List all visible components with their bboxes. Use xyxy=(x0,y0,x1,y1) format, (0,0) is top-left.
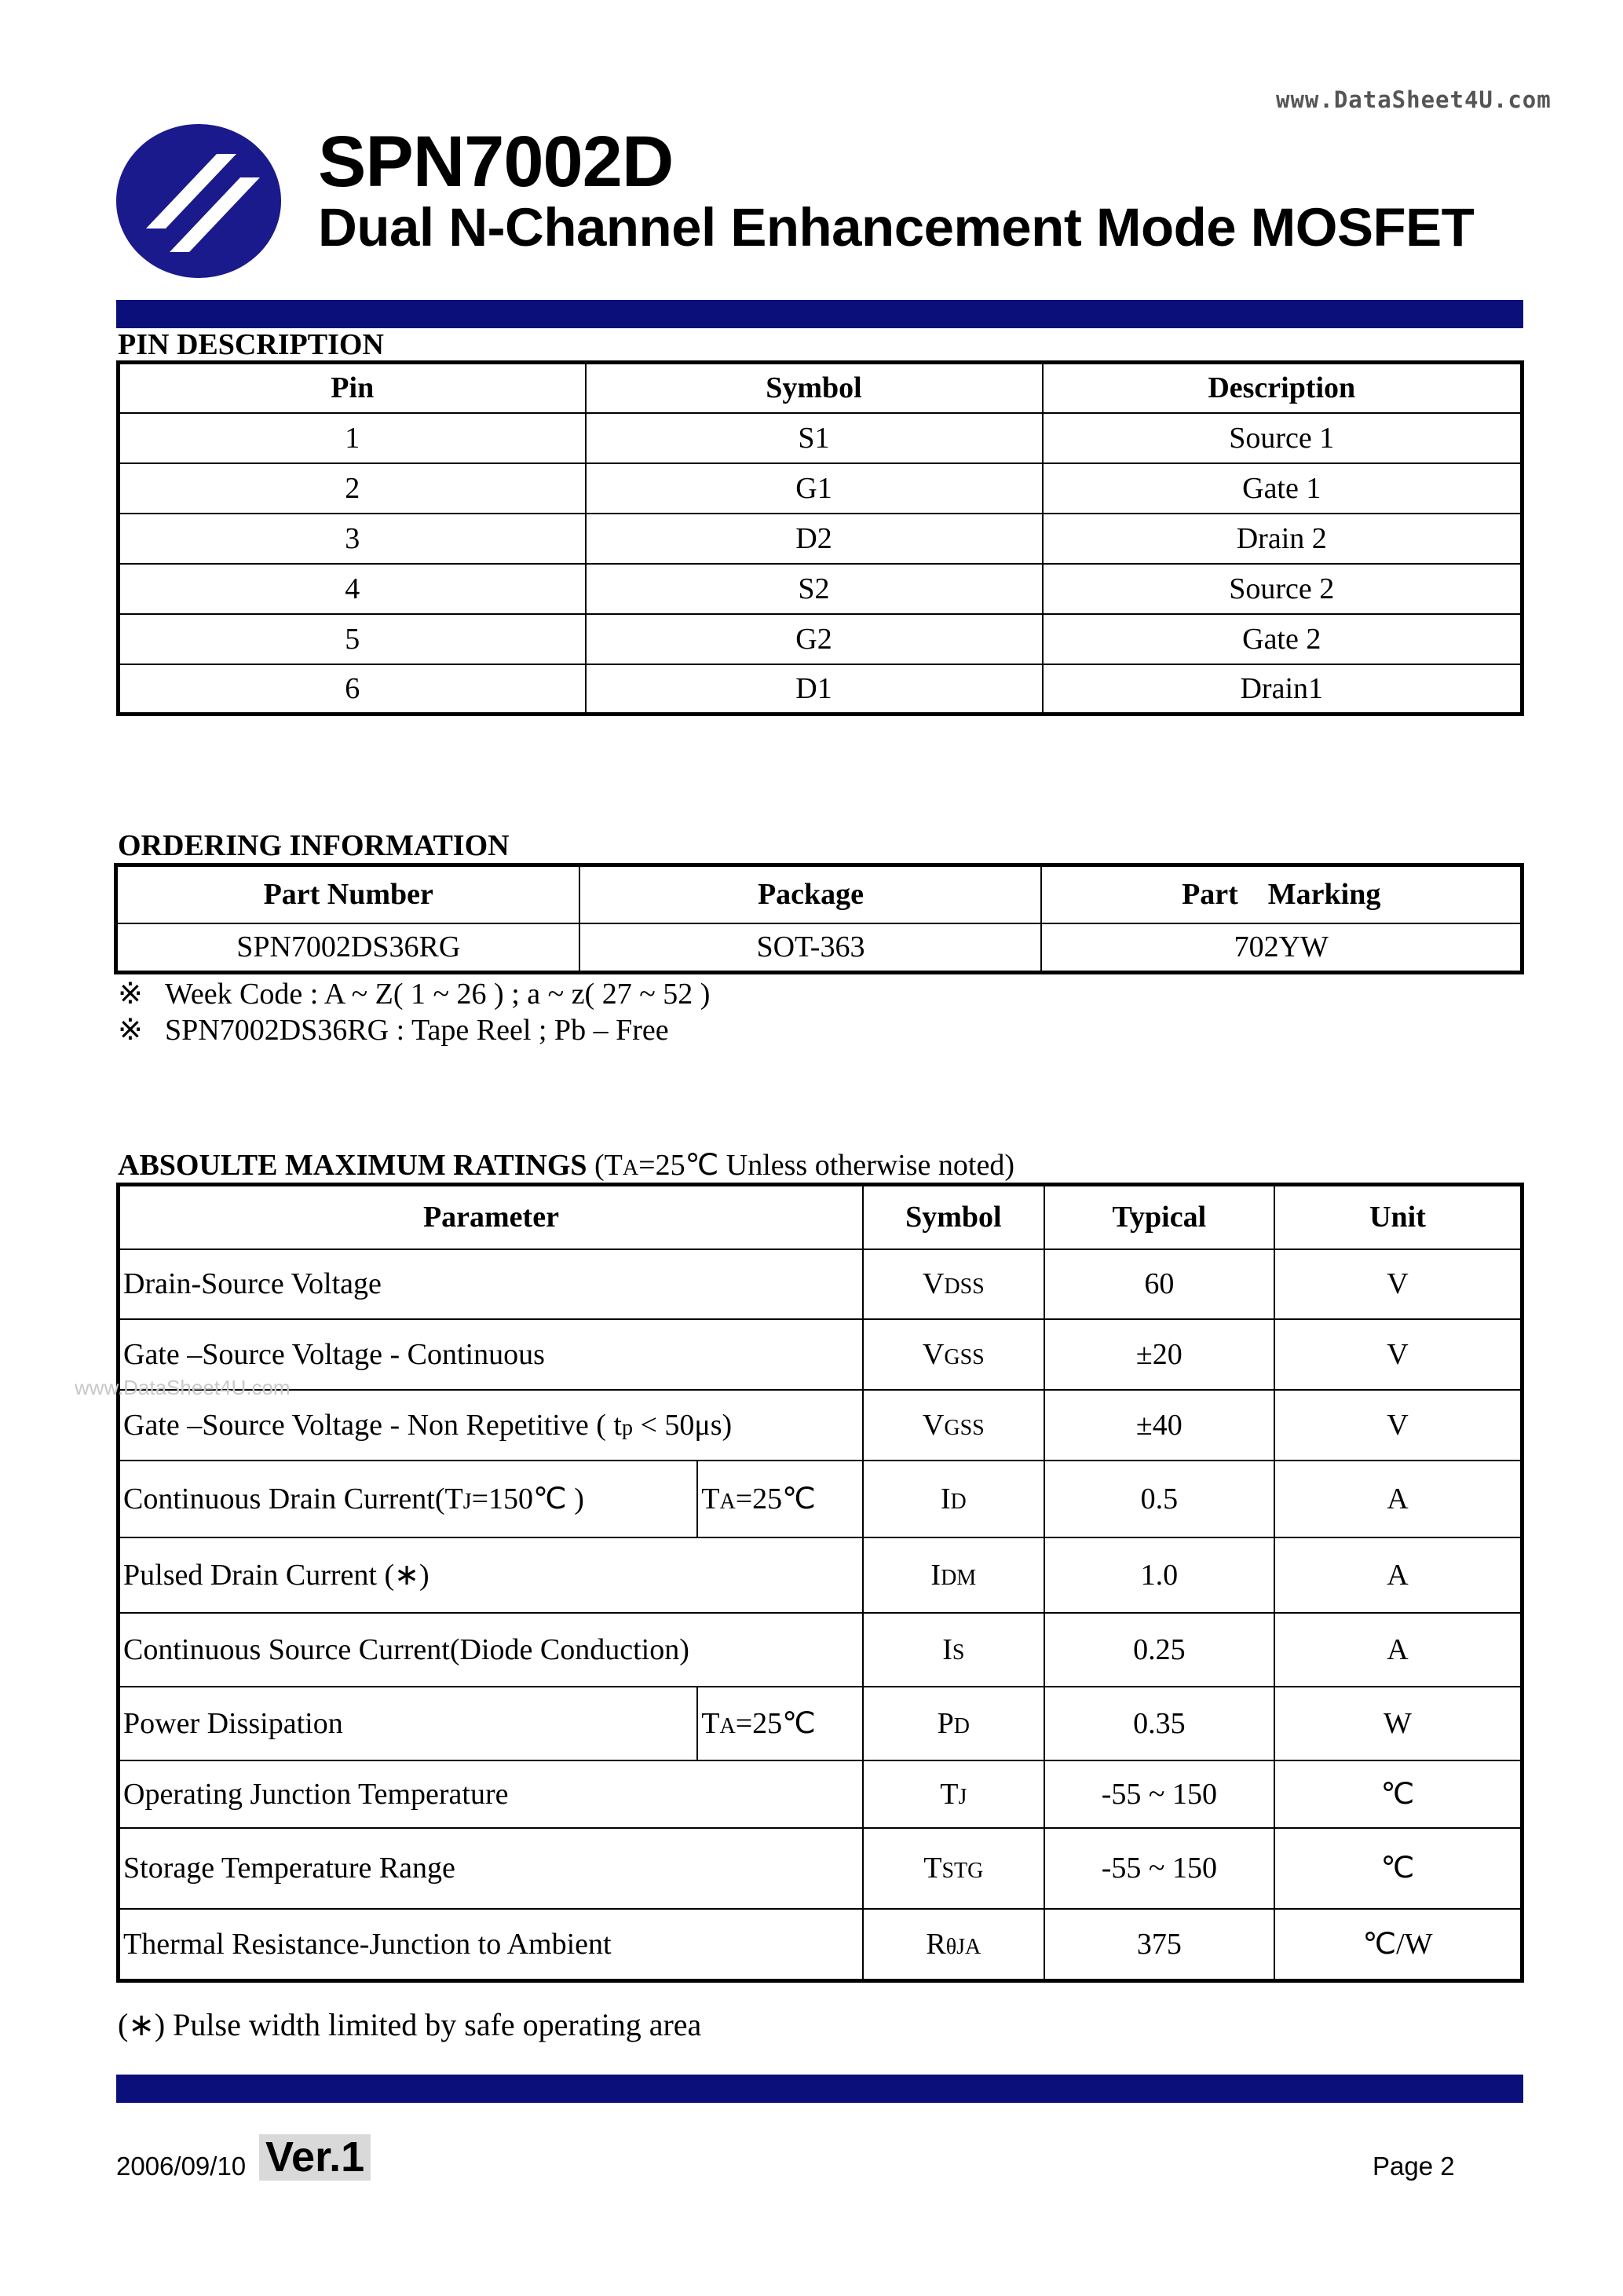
typical-cell: 0.5 xyxy=(1044,1461,1274,1537)
description-cell: Source 2 xyxy=(1043,564,1522,614)
parameter-cell: Drain-Source Voltage xyxy=(119,1249,863,1319)
unit-cell: ℃ xyxy=(1274,1760,1522,1828)
column-header-description: Description xyxy=(1043,363,1522,413)
part-marking-cell: 702YW xyxy=(1041,923,1522,973)
table-header-row xyxy=(119,1185,1522,1249)
table-row xyxy=(119,1687,1522,1760)
pulse-footnote: (∗) Pulse width limited by safe operating area xyxy=(118,2007,702,2042)
pin-cell: 6 xyxy=(119,664,586,715)
symbol-main: P xyxy=(937,1706,954,1740)
symbol-sub: S xyxy=(952,1640,965,1665)
parameter-cell: Power Dissipation xyxy=(119,1687,698,1760)
condition-cell xyxy=(697,1461,863,1537)
symbol-cell: D2 xyxy=(586,514,1043,564)
table-row xyxy=(119,1461,1522,1537)
symbol-cell xyxy=(863,1461,1044,1537)
pin-cell: 4 xyxy=(119,564,586,614)
unit-cell: A xyxy=(1274,1461,1522,1537)
table-header-row xyxy=(116,865,1522,923)
symbol-sub: θJA xyxy=(945,1934,981,1959)
footer-divider-bar xyxy=(116,2075,1523,2103)
typical-cell: 0.25 xyxy=(1044,1613,1274,1687)
note-mark-icon: ※ xyxy=(118,1014,143,1047)
table-row xyxy=(119,1249,1522,1319)
parameter-text: Continuous Drain Current(T xyxy=(123,1482,463,1515)
symbol-cell xyxy=(863,1537,1044,1613)
pin-cell: 3 xyxy=(119,514,586,564)
symbol-cell: G2 xyxy=(586,614,1043,664)
note-suffix: =25℃ Unless otherwise noted) xyxy=(638,1149,1014,1182)
parameter-cell xyxy=(119,1461,698,1537)
symbol-sub: D xyxy=(953,1713,970,1738)
symbol-main: V xyxy=(922,1408,945,1442)
unit-cell: V xyxy=(1274,1390,1522,1461)
unit-cell: V xyxy=(1274,1249,1522,1319)
symbol-main: I xyxy=(930,1558,941,1592)
parameter-cell: Thermal Resistance-Junction to Ambient xyxy=(119,1909,863,1981)
parameter-text: < 50μs) xyxy=(632,1408,733,1442)
symbol-main: T xyxy=(923,1852,942,1885)
description-cell: Gate 2 xyxy=(1043,614,1522,664)
typical-cell: ±40 xyxy=(1044,1390,1274,1461)
symbol-sub: GSS xyxy=(944,1344,985,1369)
footer-version-badge: Ver.1 xyxy=(259,2134,371,2181)
column-header-package: Package xyxy=(579,865,1041,923)
typical-cell: 60 xyxy=(1044,1249,1274,1319)
parameter-cell: Pulsed Drain Current (∗) xyxy=(119,1537,863,1613)
parameter-cell xyxy=(119,1390,863,1461)
symbol-sub: GSS xyxy=(944,1415,985,1440)
symbol-sub: J xyxy=(958,1784,967,1809)
note-text: SPN7002DS36RG : Tape Reel ; Pb – Free xyxy=(165,1014,669,1047)
table-row xyxy=(119,1390,1522,1461)
symbol-sub: DM xyxy=(941,1565,977,1590)
symbol-main: V xyxy=(922,1337,945,1371)
table-row xyxy=(119,413,1522,463)
condition-sub: A xyxy=(719,1713,736,1738)
symbol-main: I xyxy=(940,1482,951,1515)
table-row xyxy=(119,463,1522,514)
description-cell: Gate 1 xyxy=(1043,463,1522,514)
column-header-symbol: Symbol xyxy=(586,363,1043,413)
symbol-cell xyxy=(863,1687,1044,1760)
page-title: SPN7002D xyxy=(318,122,674,202)
tape-reel-note xyxy=(118,1015,669,1045)
column-header-typical: Typical xyxy=(1044,1185,1274,1249)
header-divider-bar xyxy=(116,300,1523,328)
symbol-sub: STG xyxy=(941,1859,984,1883)
unit-cell: A xyxy=(1274,1537,1522,1613)
table-row xyxy=(119,564,1522,614)
part-number-cell: SPN7002DS36RG xyxy=(116,923,580,973)
unit-cell: ℃ xyxy=(1274,1828,1522,1909)
condition-text: T xyxy=(701,1706,720,1740)
parameter-text: Gate –Source Voltage - Non Repetitive ( t xyxy=(123,1408,622,1442)
condition-cell xyxy=(697,1687,863,1760)
company-logo xyxy=(115,122,283,280)
pin-description-table xyxy=(116,360,1524,716)
symbol-cell: G1 xyxy=(586,463,1043,514)
parameter-cell: Operating Junction Temperature xyxy=(119,1760,863,1828)
typical-cell: 0.35 xyxy=(1044,1687,1274,1760)
ratings-title-note xyxy=(594,1149,1014,1182)
note-text: Week Code : A ~ Z( 1 ~ 26 ) ; a ~ z( 27 ~ 52 ) xyxy=(165,978,711,1011)
condition-sub: A xyxy=(719,1489,736,1514)
parameter-sub: J xyxy=(462,1489,472,1514)
table-row xyxy=(116,923,1522,973)
table-row xyxy=(119,1828,1522,1909)
condition-text: =25℃ xyxy=(735,1706,816,1740)
table-header-row xyxy=(119,363,1522,413)
watermark-text: www.DataSheet4U.com xyxy=(75,1376,291,1399)
description-cell: Drain 2 xyxy=(1043,514,1522,564)
unit-cell: W xyxy=(1274,1687,1522,1760)
unit-cell: V xyxy=(1274,1319,1522,1390)
symbol-sub: DSS xyxy=(944,1274,985,1299)
pin-description-title: PIN DESCRIPTION xyxy=(118,328,384,361)
description-cell: Source 1 xyxy=(1043,413,1522,463)
table-row xyxy=(119,1613,1522,1687)
symbol-main: R xyxy=(926,1927,946,1961)
table-row xyxy=(119,664,1522,715)
absolute-max-ratings-title xyxy=(118,1150,1014,1180)
note-sub: A xyxy=(622,1156,639,1180)
footer-date: 2006/09/10 xyxy=(116,2152,247,2181)
table-row xyxy=(119,614,1522,664)
symbol-cell xyxy=(863,1828,1044,1909)
unit-cell: A xyxy=(1274,1613,1522,1687)
symbol-main: T xyxy=(940,1777,959,1811)
symbol-cell: D1 xyxy=(586,664,1043,715)
week-code-note xyxy=(118,979,710,1009)
ratings-title-text: ABSOULTE MAXIMUM RATINGS xyxy=(118,1149,587,1182)
absolute-max-ratings-table xyxy=(116,1183,1524,1983)
symbol-cell xyxy=(863,1760,1044,1828)
description-cell: Drain1 xyxy=(1043,664,1522,715)
pin-cell: 1 xyxy=(119,413,586,463)
symbol-main: V xyxy=(922,1267,945,1300)
pin-cell: 5 xyxy=(119,614,586,664)
typical-cell: ±20 xyxy=(1044,1319,1274,1390)
site-url[interactable]: www.DataSheet4U.com xyxy=(1276,86,1552,113)
parameter-text: =150℃ ) xyxy=(471,1482,584,1515)
table-row xyxy=(119,1537,1522,1613)
column-header-part-marking: Part Marking xyxy=(1041,865,1522,923)
symbol-sub: D xyxy=(950,1489,967,1514)
column-header-pin: Pin xyxy=(119,363,586,413)
typical-cell: 1.0 xyxy=(1044,1537,1274,1613)
note-prefix: (T xyxy=(594,1149,623,1182)
typical-cell: -55 ~ 150 xyxy=(1044,1760,1274,1828)
note-mark-icon: ※ xyxy=(118,978,143,1011)
ordering-information-table xyxy=(114,863,1524,974)
parameter-cell: Storage Temperature Range xyxy=(119,1828,863,1909)
footer-page-number: Page 2 xyxy=(1373,2152,1455,2181)
typical-cell: -55 ~ 150 xyxy=(1044,1828,1274,1909)
table-row xyxy=(119,1760,1522,1828)
package-cell: SOT-363 xyxy=(579,923,1041,973)
parameter-sub: p xyxy=(621,1415,633,1440)
parameter-cell: Continuous Source Current(Diode Conduction) xyxy=(119,1613,863,1687)
column-header-parameter: Parameter xyxy=(119,1185,863,1249)
condition-text: =25℃ xyxy=(735,1482,816,1515)
symbol-cell xyxy=(863,1319,1044,1390)
symbol-cell xyxy=(863,1390,1044,1461)
unit-cell: ℃/W xyxy=(1274,1909,1522,1981)
symbol-cell xyxy=(863,1249,1044,1319)
symbol-cell xyxy=(863,1613,1044,1687)
pin-cell: 2 xyxy=(119,463,586,514)
column-header-symbol: Symbol xyxy=(863,1185,1044,1249)
symbol-main: I xyxy=(942,1632,952,1666)
table-row xyxy=(119,514,1522,564)
typical-cell: 375 xyxy=(1044,1909,1274,1981)
page-subtitle: Dual N-Channel Enhancement Mode MOSFET xyxy=(318,197,1475,258)
symbol-cell xyxy=(863,1909,1044,1981)
table-row xyxy=(119,1319,1522,1390)
symbol-cell: S1 xyxy=(586,413,1043,463)
condition-text: T xyxy=(701,1482,720,1515)
table-row xyxy=(119,1909,1522,1981)
column-header-unit: Unit xyxy=(1274,1185,1522,1249)
symbol-cell: S2 xyxy=(586,564,1043,614)
parameter-cell: Gate –Source Voltage - Continuous xyxy=(119,1319,863,1390)
column-header-part-number: Part Number xyxy=(116,865,580,923)
ordering-information-title: ORDERING INFORMATION xyxy=(118,829,510,862)
